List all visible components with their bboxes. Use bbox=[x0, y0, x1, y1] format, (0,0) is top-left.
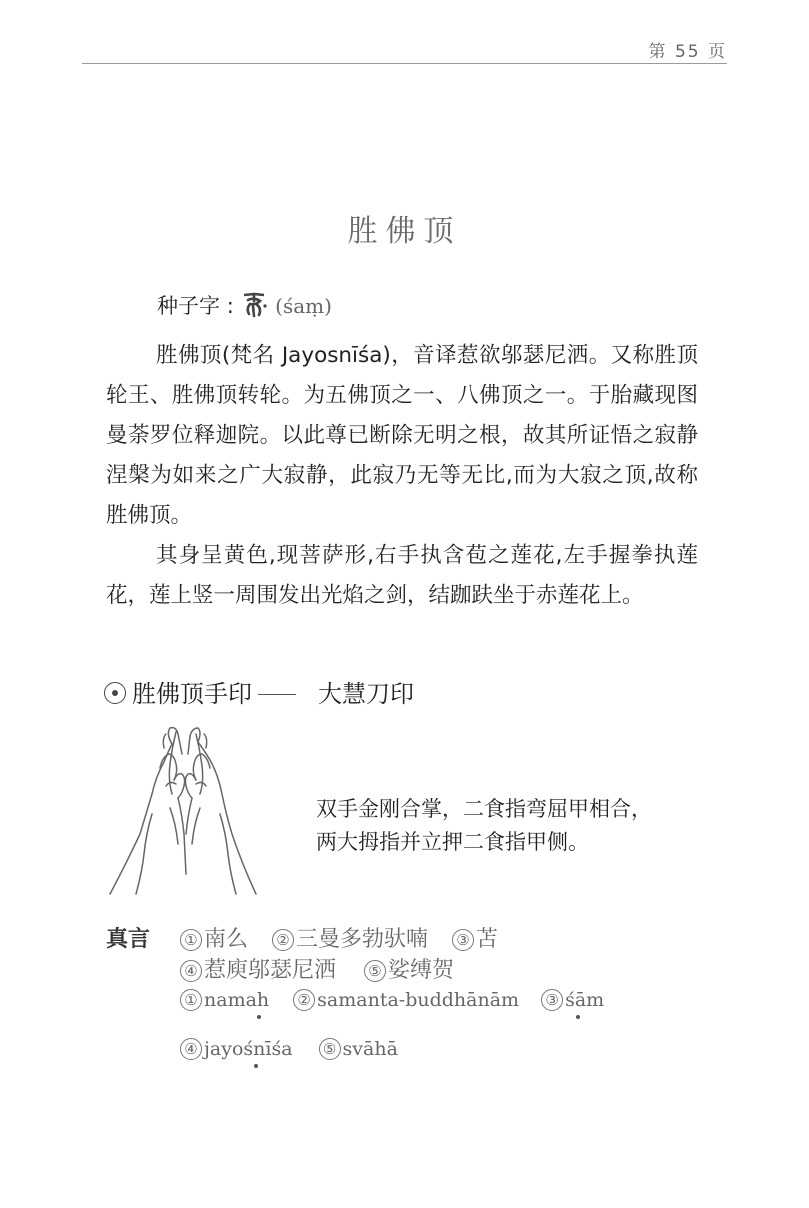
seed-syllable-line: 种子字 : (śaṃ) bbox=[157, 294, 332, 318]
mudra-description-line-2: 两大拇指并立押二食指甲侧。 bbox=[316, 830, 589, 854]
mantra-number-5: ⑤ bbox=[364, 960, 386, 982]
mudra-heading-left: 胜佛顶手印 bbox=[132, 680, 252, 708]
page-title: 胜佛顶 bbox=[347, 214, 462, 249]
mantra-chinese-segment: 娑缚贺 bbox=[388, 958, 455, 983]
mantra-number-3: ③ bbox=[452, 929, 474, 951]
mantra-chinese-segment: 三曼多勃驮喃 bbox=[296, 927, 429, 952]
underdot-mark bbox=[254, 1064, 258, 1068]
mantra-number-4: ④ bbox=[180, 1038, 202, 1060]
mantra-number-1: ① bbox=[180, 929, 202, 951]
intro-paragraph: 胜佛顶(梵名 Jayosnīśa)，音译惹欲邬瑟尼洒。又称胜顶轮王、胜佛顶转轮。为五佛顶之一、八佛顶之一。于胎藏现图曼荼罗位释迦院。以此尊已断除无明之根，故其所证悟之寂静涅槃为如来之广大寂静，此寂乃无等无比,而为大寂之顶,故称胜佛顶。 bbox=[106, 343, 698, 528]
mantra-chinese-segment: 苫 bbox=[476, 927, 499, 952]
mantra-number-4: ④ bbox=[180, 960, 202, 982]
siddham-seed-glyph bbox=[240, 292, 268, 318]
seed-romanization: (śaṃ) bbox=[275, 294, 332, 318]
mudra-heading bbox=[104, 674, 414, 709]
mudra-heading-right: 大慧刀印 bbox=[318, 680, 414, 708]
mantra-number-2: ② bbox=[293, 989, 315, 1011]
mudra-hands-illustration bbox=[106, 724, 266, 896]
mantra-roman-line-1 bbox=[180, 989, 604, 1011]
seed-label: 种子字 bbox=[157, 294, 220, 318]
header-rule bbox=[82, 63, 727, 64]
mantra-label: 真言 bbox=[106, 927, 151, 952]
page-header-label: 第 55 页 bbox=[648, 42, 727, 62]
mantra-number-3: ③ bbox=[541, 989, 563, 1011]
mantra-number-5: ⑤ bbox=[319, 1038, 341, 1060]
mantra-roman-segment: jayośnīśa bbox=[204, 1038, 293, 1060]
mantra-number-2: ② bbox=[272, 929, 294, 951]
mantra-chinese-line-1 bbox=[180, 922, 498, 953]
mudra-description-line-1: 双手金刚合掌，二食指弯屈甲相合， bbox=[316, 797, 652, 821]
mantra-roman-segment: śām bbox=[565, 989, 605, 1011]
mantra-chinese-segment: 南么 bbox=[204, 927, 249, 952]
mantra-chinese-segment: 惹庾邬瑟尼洒 bbox=[204, 958, 337, 983]
iconography-paragraph: 其身呈黄色,现菩萨形,右手执含苞之莲花,左手握拳执莲花，莲上竖一周围发出光焰之剑，结跏趺坐于赤莲花上。 bbox=[106, 543, 698, 608]
mantra-roman-segment: namah bbox=[204, 989, 270, 1011]
mantra-chinese-line-2 bbox=[180, 953, 454, 984]
mudra-description bbox=[316, 793, 652, 859]
circle-bullet-icon bbox=[104, 682, 126, 704]
underdot-mark bbox=[576, 1015, 580, 1019]
mantra-roman-segment: svāhā bbox=[342, 1038, 398, 1060]
mantra-roman-segment: samanta-buddhānām bbox=[317, 989, 520, 1011]
mantra-number-1: ① bbox=[180, 989, 202, 1011]
underdot-mark bbox=[257, 1015, 261, 1019]
heading-dash bbox=[258, 694, 296, 695]
mantra-roman-line-2 bbox=[180, 1038, 398, 1060]
